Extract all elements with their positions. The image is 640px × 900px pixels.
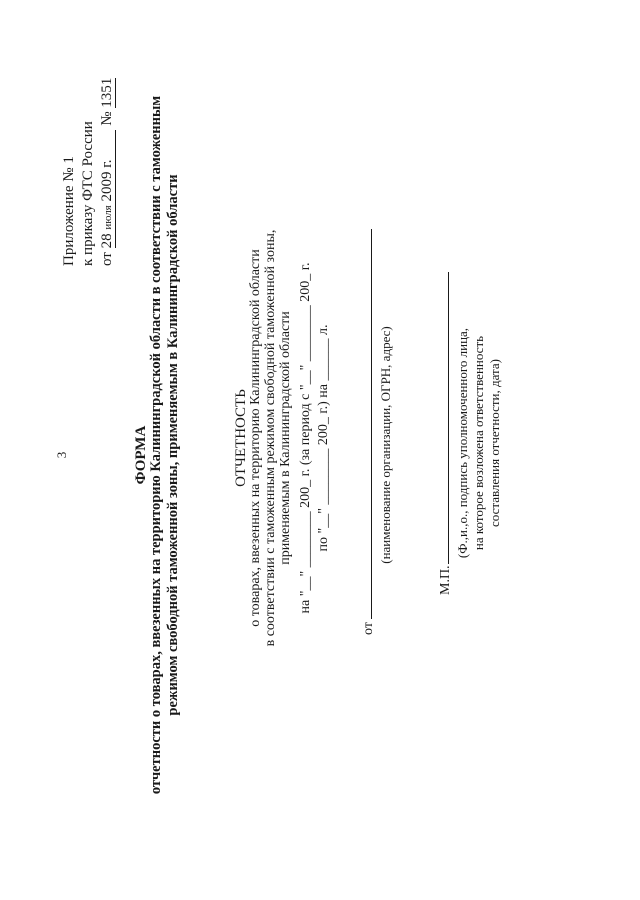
organization-blank xyxy=(359,229,372,619)
organization-line xyxy=(359,229,377,635)
signature-caption-line: (Ф.,и.,о., подпись уполномоченного лица, xyxy=(455,327,470,559)
form-title-line: отчетности о товарах, ввезенных на территорию Калининградской области в соответствии с таможенным xyxy=(148,95,164,795)
appendix-date xyxy=(99,130,116,249)
appendix-date-month: июля xyxy=(102,205,114,230)
appendix-order: к приказу ФТС России xyxy=(80,121,96,266)
signature-caption-line: на которое возложена ответственность xyxy=(471,335,486,551)
appendix-date-prefix: от xyxy=(99,252,115,266)
appendix-date-day: 28 xyxy=(99,233,115,249)
appendix-block xyxy=(60,78,118,266)
report-line: о товарах, ввезенных на территорию Калининградской области xyxy=(248,249,263,627)
organization-caption: (наименование организации, ОГРН, адрес) xyxy=(378,326,393,564)
report-period xyxy=(297,188,333,688)
report-line: в соответствии с таможенным режимом свободной таможенной зоны, xyxy=(263,229,278,647)
signature-caption xyxy=(455,293,503,593)
period-line: на "__" ________ 200_ г. (за период с "__" ________ 200_ г. xyxy=(298,262,313,614)
form-title xyxy=(148,0,182,890)
period-line: по "__" ________ 200_ г.) на ______ л. xyxy=(316,324,331,552)
appendix-number: 1351 xyxy=(99,77,115,108)
page-number: 3 xyxy=(54,451,69,459)
seal-label: М.П. xyxy=(438,565,453,595)
appendix-date-year: 2009 г. xyxy=(99,159,115,202)
form-title-line: режимом свободной таможенной зоны, применяемым в Калининградской области xyxy=(165,174,181,716)
signature-blank xyxy=(436,272,449,564)
organization-prefix: от xyxy=(361,622,376,635)
report-description xyxy=(248,188,293,688)
appendix-number-label: № xyxy=(99,111,115,126)
seal-line xyxy=(436,272,454,595)
appendix-date-line xyxy=(98,78,118,266)
form-heading: ФОРМА xyxy=(133,425,149,485)
report-heading: ОТЧЕТНОСТЬ xyxy=(233,389,249,487)
report-line: применяемым в Калининградской области xyxy=(278,311,293,565)
signature-caption-line: составления отчетности, дата) xyxy=(487,358,502,528)
appendix-title: Приложение № 1 xyxy=(61,156,77,266)
